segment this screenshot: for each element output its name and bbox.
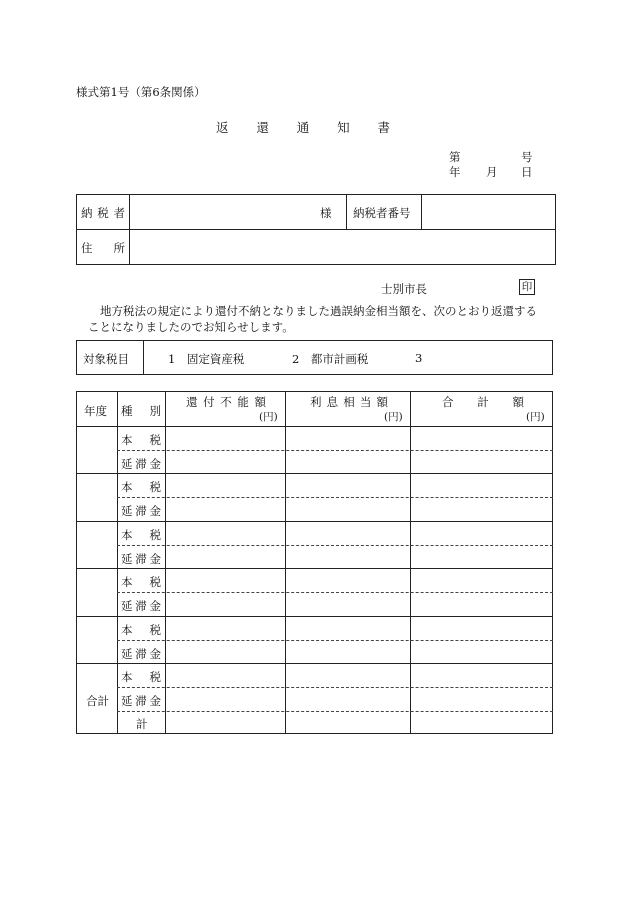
row-label-main-tax: 本 税 [121, 528, 161, 542]
taxpayer-number-field[interactable] [423, 196, 554, 227]
seal-mark: 印 [519, 279, 535, 295]
taxpayer-label: 納 税 者 [81, 206, 125, 220]
target-tax-option-3[interactable]: 3 [415, 351, 423, 365]
doc-number-suffix: 号 [521, 150, 533, 164]
row-label-late-fee: 延 滞 金 [121, 552, 161, 566]
title-char: 返 [216, 120, 229, 135]
document-title [216, 118, 390, 136]
body-text-line2: ことになりましたのでお知らせします。 [88, 320, 294, 334]
row-label-late-fee: 延 滞 金 [121, 694, 161, 708]
row-label-late-fee: 延 滞 金 [121, 504, 161, 518]
row-label-late-fee: 延 滞 金 [121, 457, 161, 471]
col-header-year: 年度 [84, 404, 107, 418]
row-label-sum: 計 [136, 717, 148, 731]
row-label-main-tax: 本 税 [121, 433, 161, 447]
taxpayer-number-label: 納税者番号 [353, 206, 411, 220]
target-tax-option-1[interactable]: 1 固定資産税 [168, 352, 245, 366]
taxpayer-name-field[interactable] [131, 196, 344, 227]
target-tax-option-2[interactable]: 2 都市計画税 [292, 352, 369, 366]
col-header-total: 合 計 額 [442, 395, 524, 409]
form-number: 様式第1号（第6条関係） [76, 85, 206, 99]
honorific: 様 [320, 206, 332, 220]
col-header-interest: 利 息 相 当 額 [310, 395, 388, 409]
date-day: 日 [521, 165, 533, 179]
doc-number-prefix: 第 [449, 150, 461, 164]
title-char: 通 [296, 120, 310, 135]
row-label-main-tax: 本 税 [121, 575, 161, 589]
title-char: 書 [377, 120, 390, 135]
row-label-main-tax: 本 税 [121, 623, 161, 637]
date-year: 年 [449, 165, 461, 179]
row-label-late-fee: 延 滞 金 [121, 599, 161, 613]
col-header-type: 種 別 [121, 404, 161, 418]
unit-refund: (円) [259, 411, 278, 423]
col-header-refund: 還 付 不 能 額 [186, 395, 266, 409]
date-month: 月 [486, 165, 498, 179]
title-char: 知 [337, 120, 350, 135]
issuer-name: 士別市長 [381, 282, 427, 296]
address-label: 住 所 [81, 241, 125, 255]
total-group-label: 合計 [86, 694, 109, 708]
unit-interest: (円) [384, 411, 403, 423]
row-label-main-tax: 本 税 [121, 670, 161, 684]
row-label-late-fee: 延 滞 金 [121, 647, 161, 661]
row-label-main-tax: 本 税 [121, 480, 161, 494]
unit-total: (円) [526, 411, 545, 423]
title-char: 還 [256, 120, 269, 135]
body-text-line1: 地方税法の規定により還付不納となりました過誤納金相当額を、次のとおり返還する [100, 304, 537, 318]
address-field[interactable] [131, 231, 554, 263]
target-tax-label: 対象税目 [83, 352, 129, 366]
